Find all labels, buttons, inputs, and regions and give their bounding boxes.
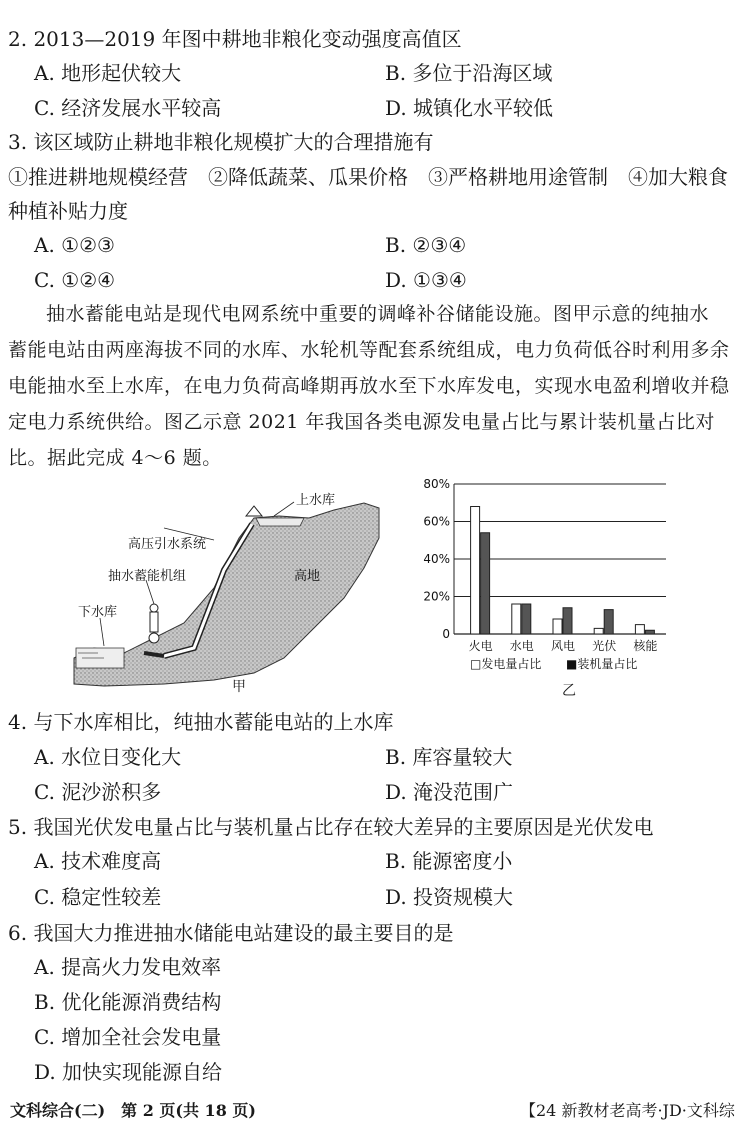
y-tick-label: 60% — [423, 514, 450, 529]
legend-generation: □发电量占比 — [470, 657, 542, 671]
q3-measures-line1: ①推进耕地规模经营 ②降低蔬菜、瓜果价格 ③严格耕地用途管制 ④加大粮食 — [8, 165, 728, 189]
y-tick-label: 0 — [442, 627, 450, 641]
bar-generation — [471, 507, 480, 635]
lower-reservoir-label: 下水库 — [78, 605, 118, 620]
passage-line: 定电力系统供给。图乙示意 2021 年我国各类电源发电量占比与累计装机量占比对 — [8, 411, 715, 433]
q4-option-d[interactable]: D. 淹没范围广 — [385, 780, 514, 804]
q5-option-d[interactable]: D. 投资规模大 — [385, 885, 514, 909]
q3-measures-line2: 种植补贴力度 — [8, 199, 128, 223]
q6-option-d[interactable]: D. 加快实现能源自给 — [34, 1060, 223, 1084]
q4-stem: 4. 与下水库相比，纯抽水蓄能电站的上水库 — [8, 710, 394, 734]
bar-generation — [594, 628, 603, 634]
pumped-storage-diagram — [64, 488, 404, 698]
footer-series-info: 【24 新教材老高考·JD·文科综 — [520, 1101, 735, 1120]
bar-capacity — [645, 630, 654, 634]
q3-option-d[interactable]: D. ①③④ — [385, 268, 467, 292]
highland-label: 高地 — [294, 569, 321, 584]
q5-option-a[interactable]: A. 技术难度高 — [34, 849, 162, 873]
q6-stem: 6. 我国大力推进抽水储能电站建设的最主要目的是 — [8, 921, 454, 945]
q6-option-a[interactable]: A. 提高火力发电效率 — [34, 955, 222, 979]
q5-option-c[interactable]: C. 稳定性较差 — [34, 885, 162, 909]
x-tick-label: 火电 — [468, 639, 493, 653]
power-share-chart — [420, 474, 670, 674]
q2-option-d[interactable]: D. 城镇化水平较低 — [385, 96, 554, 120]
q4-option-a[interactable]: A. 水位日变化大 — [34, 745, 182, 769]
footer-page-info: 文科综合(二) 第 2 页(共 18 页) — [10, 1101, 256, 1120]
y-tick-label: 40% — [423, 552, 450, 566]
passage-line: 抽水蓄能电站是现代电网系统中重要的调峰补谷储能设施。图甲示意的纯抽水 — [46, 303, 710, 325]
x-tick-label: 核能 — [633, 639, 658, 653]
bar-generation — [635, 625, 644, 634]
q5-stem: 5. 我国光伏发电量占比与装机量占比存在较大差异的主要原因是光伏发电 — [8, 815, 654, 839]
upper-reservoir-label: 上水库 — [296, 493, 336, 508]
bar-generation — [512, 604, 521, 634]
bar-capacity — [481, 533, 490, 634]
q6-option-c[interactable]: C. 增加全社会发电量 — [34, 1025, 222, 1049]
bar-capacity — [604, 610, 613, 634]
bar-generation — [553, 619, 562, 634]
q3-option-b[interactable]: B. ②③④ — [385, 233, 467, 257]
passage — [8, 296, 743, 476]
q2-option-a[interactable]: A. 地形起伏较大 — [34, 61, 182, 85]
unit-label: 抽水蓄能机组 — [108, 569, 187, 584]
legend-capacity: ■装机量占比 — [566, 657, 638, 671]
x-tick-label: 光伏 — [592, 639, 617, 653]
diagram-caption: 甲 — [232, 679, 246, 695]
x-tick-label: 风电 — [550, 639, 576, 653]
q3-stem: 3. 该区域防止耕地非粮化规模扩大的合理措施有 — [8, 130, 434, 154]
passage-line: 比。据此完成 4～6 题。 — [8, 447, 222, 469]
passage-line: 电能抽水至上水库，在电力负荷高峰期再放水至下水库发电，实现水电盈利增收并稳 — [8, 375, 730, 397]
bar-capacity — [522, 604, 531, 634]
x-tick-label: 水电 — [509, 639, 534, 653]
chart-caption: 乙 — [562, 683, 576, 699]
penstock-label: 高压引水系统 — [128, 537, 207, 552]
q2-option-c[interactable]: C. 经济发展水平较高 — [34, 96, 222, 120]
y-tick-label: 20% — [423, 589, 450, 604]
q3-option-c[interactable]: C. ①②④ — [34, 268, 116, 292]
bar-capacity — [563, 608, 572, 634]
q4-option-b[interactable]: B. 库容量较大 — [385, 745, 513, 769]
y-tick-label: 80% — [423, 477, 450, 491]
q3-option-a[interactable]: A. ①②③ — [34, 233, 115, 257]
q5-option-b[interactable]: B. 能源密度小 — [385, 849, 513, 873]
q6-option-b[interactable]: B. 优化能源消费结构 — [34, 990, 222, 1014]
passage-line: 蓄能电站由两座海拔不同的水库、水轮机等配套系统组成，电力负荷低谷时利用多余 — [8, 339, 730, 361]
q4-option-c[interactable]: C. 泥沙淤积多 — [34, 780, 162, 804]
q2-option-b[interactable]: B. 多位于沿海区域 — [385, 61, 553, 85]
q2-stem: 2. 2013—2019 年图中耕地非粮化变动强度高值区 — [8, 27, 462, 51]
